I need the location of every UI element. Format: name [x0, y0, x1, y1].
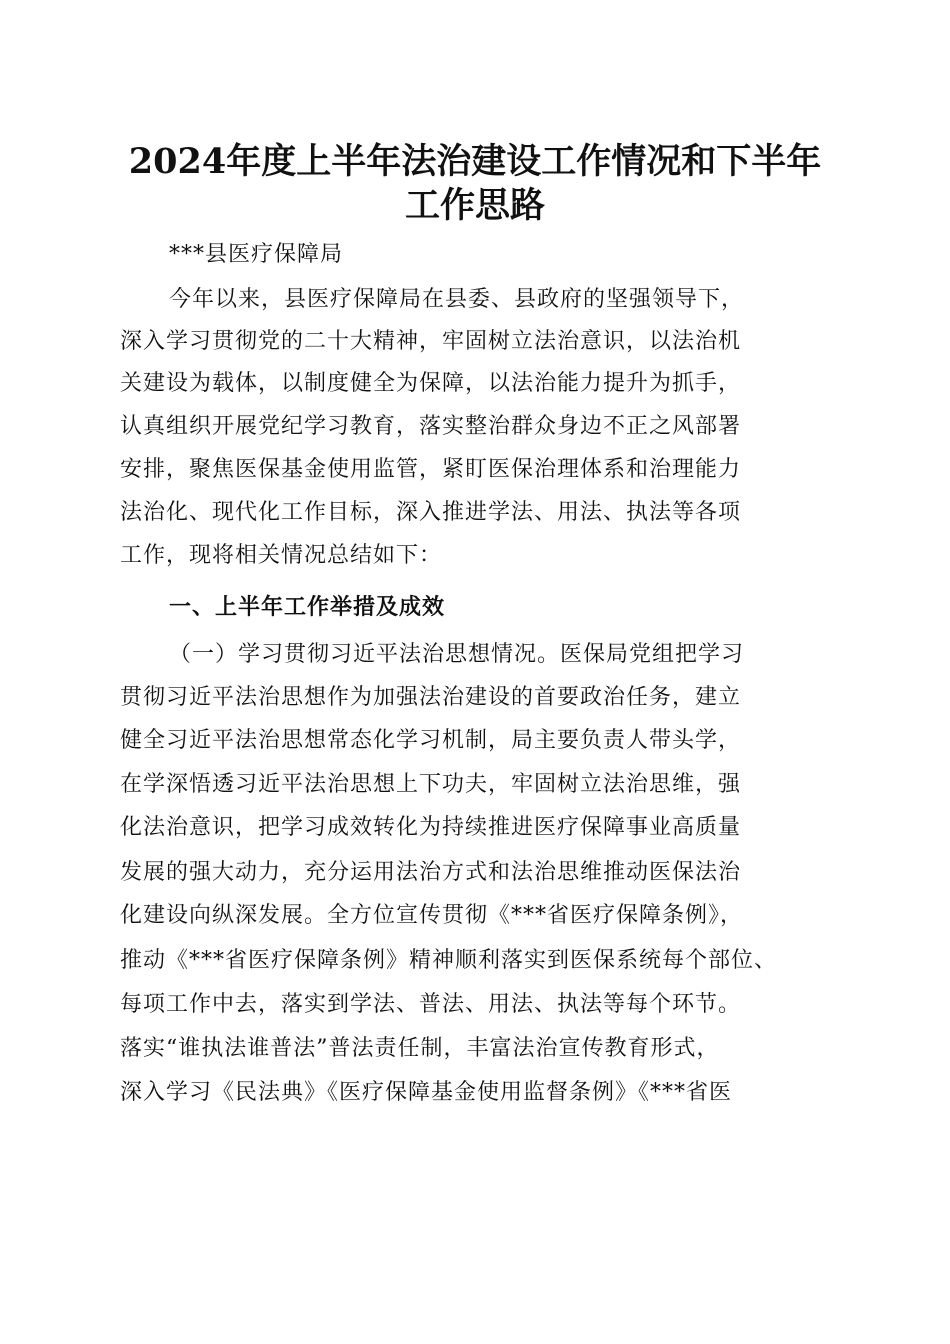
paragraph-line: 每项工作中去，落实到学法、普法、用法、执法等每个环节。 — [120, 992, 742, 1017]
paragraph-line: 法治化、现代化工作目标，深入推进学法、用法、执法等各项 — [120, 500, 742, 525]
document-author: ***县医疗保障局 — [169, 242, 344, 267]
paragraph-line: 贯彻习近平法治思想作为加强法治建设的首要政治任务，建立 — [120, 685, 742, 710]
paragraph-line: （一）学习贯彻习近平法治思想情况。医保局党组把学习 — [169, 642, 745, 667]
paragraph-line: 深入学习《民法典》《医疗保障基金使用监督条例》《***省医 — [120, 1080, 733, 1105]
paragraph-line: 化建设向纵深发展。全方位宣传贯彻《***省医疗保障条例》， — [120, 903, 744, 928]
paragraph-line: 安排，聚焦医保基金使用监管，紧盯医保治理体系和治理能力 — [120, 457, 742, 482]
document-title-line-2: 工作思路 — [404, 185, 545, 226]
paragraph-line: 化法治意识，把学习成效转化为持续推进医疗保障事业高质量 — [120, 815, 742, 840]
paragraph-line: 发展的强大动力，充分运用法治方式和法治思维推动医保法治 — [120, 860, 742, 885]
document-title-line-1: 2024年度上半年法治建设工作情况和下半年 — [128, 141, 822, 182]
paragraph-line: 工作，现将相关情况总结如下： — [120, 543, 443, 568]
paragraph-line: 健全习近平法治思想常态化学习机制，局主要负责人带头学， — [120, 728, 742, 753]
paragraph-line: 推动《***省医疗保障条例》精神顺利落实到医保系统每个部位、 — [120, 948, 778, 973]
section-heading: 一、上半年工作举措及成效 — [169, 595, 446, 620]
paragraph-line: 在学深悟透习近平法治思想上下功夫，牢固树立法治思维，强 — [120, 772, 742, 797]
paragraph-line: 认真组织开展党纪学习教育，落实整治群众身边不正之风部署 — [120, 414, 742, 439]
paragraph-line: 深入学习贯彻党的二十大精神，牢固树立法治意识，以法治机 — [120, 329, 742, 354]
paragraph-line: 落实“谁执法谁普法”普法责任制，丰富法治宣传教育形式， — [120, 1036, 720, 1061]
paragraph-line: 今年以来，县医疗保障局在县委、县政府的坚强领导下， — [169, 287, 745, 312]
paragraph-line: 关建设为载体，以制度健全为保障，以法治能力提升为抓手， — [120, 371, 742, 396]
